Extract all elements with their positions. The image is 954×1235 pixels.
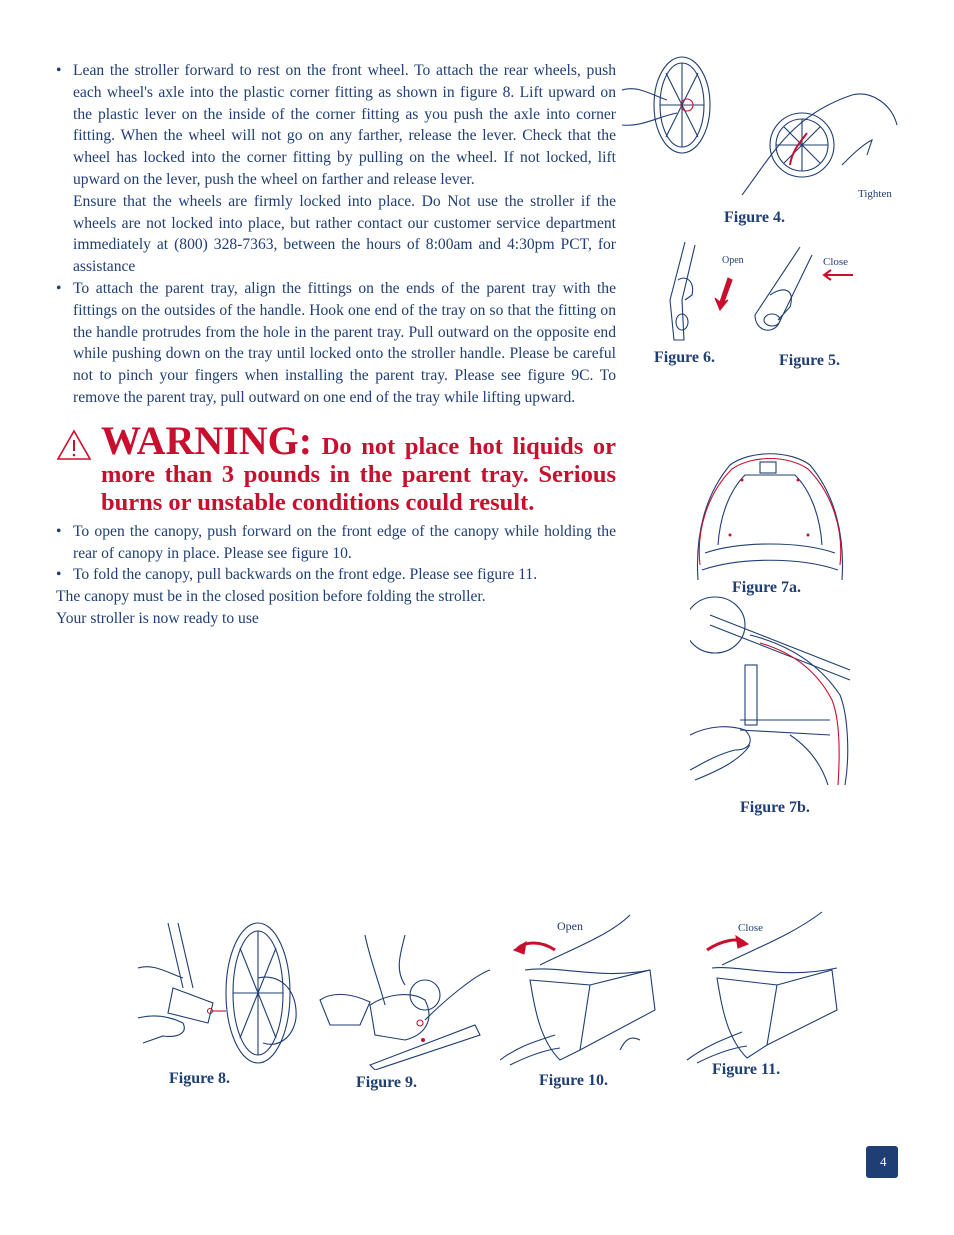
note-ready: Your stroller is now ready to use xyxy=(56,609,259,627)
page-number: 4 xyxy=(880,1154,887,1169)
figure-8-caption: Figure 8. xyxy=(169,1070,231,1087)
figure-11-close-label: Close xyxy=(738,922,764,934)
warning-block xyxy=(56,417,616,517)
figure-7a-illustration xyxy=(690,445,850,585)
figure-7a-caption: Figure 7a. xyxy=(732,579,802,596)
instruction-open-canopy: • To open the canopy, push forward on the front edge of the canopy while holding the rear of canopy in place. Please see figure 10. xyxy=(56,521,616,565)
figure-10-illustration xyxy=(500,910,660,1070)
figure-8-illustration xyxy=(138,918,303,1070)
figure-5-close-label: Close xyxy=(823,256,849,268)
figure-9-illustration xyxy=(315,930,495,1070)
main-text xyxy=(56,60,616,630)
instruction-rear-wheels: • Lean the stroller forward to rest on the front wheel. To attach the rear wheels, push each wheel's axle into the plastic corner fitting as shown in figure 8. Lift upward on the plastic lever on the inside of the corner fitting as you push the axle into corner fitting. When the wheel will not go on any farther, release the lever. Check that the wheel has locked into the corner fitting by pulling on the wheel. If not locked, lift upward on the lever, push the wheel on farther and release lever. xyxy=(56,60,616,191)
instruction-wheels-locked: Ensure that the wheels are firmly locked into place. Do Not use the stroller if the wheels are not locked into place, but rather contact our customer service department immediately at (800) 328-7363, between the hours of 8:00am and 4:30pm PCT, for assistance xyxy=(73,192,616,276)
figure-7b-illustration xyxy=(690,595,855,785)
figure-6-caption: Figure 6. xyxy=(654,349,716,366)
warning-text: Do not place hot liquids or more than 3 pounds in the parent tray. Serious burns or unstable conditions could result. xyxy=(101,432,616,516)
instruction-fold-canopy: • To fold the canopy, pull backwards on the front edge. Please see figure 11. xyxy=(56,564,616,586)
figure-4-tighten-label: Tighten xyxy=(858,188,892,200)
warning-title: WARNING: xyxy=(101,417,313,463)
figure-4-illustration xyxy=(622,55,902,205)
figure-11-caption: Figure 11. xyxy=(712,1061,781,1078)
figure-5-caption: Figure 5. xyxy=(779,352,841,369)
note-canopy-closed: The canopy must be in the closed position before folding the stroller. xyxy=(56,588,486,606)
warning-triangle-icon xyxy=(56,429,92,461)
figure-4-caption: Figure 4. xyxy=(724,209,786,226)
instruction-parent-tray: • To attach the parent tray, align the fittings on the ends of the parent tray with the fittings on the outsides of the handle. Hook one end of the tray on so that the fitting on the handle protrudes from the hole in the parent tray. Pull outward on the opposite end while pushing down on the tray until locked onto the stroller handle. Please be careful not to pinch your fingers when installing the parent tray. Please see figure 9C. To remove the parent tray, pull outward on one end of the tray while lifting upward. xyxy=(56,278,616,409)
figure-6-open-label: Open xyxy=(722,255,744,266)
figure-10-open-label: Open xyxy=(557,919,583,933)
figure-7b-caption: Figure 7b. xyxy=(740,799,810,816)
figure-10-caption: Figure 10. xyxy=(539,1072,609,1089)
figure-9-caption: Figure 9. xyxy=(356,1074,418,1091)
